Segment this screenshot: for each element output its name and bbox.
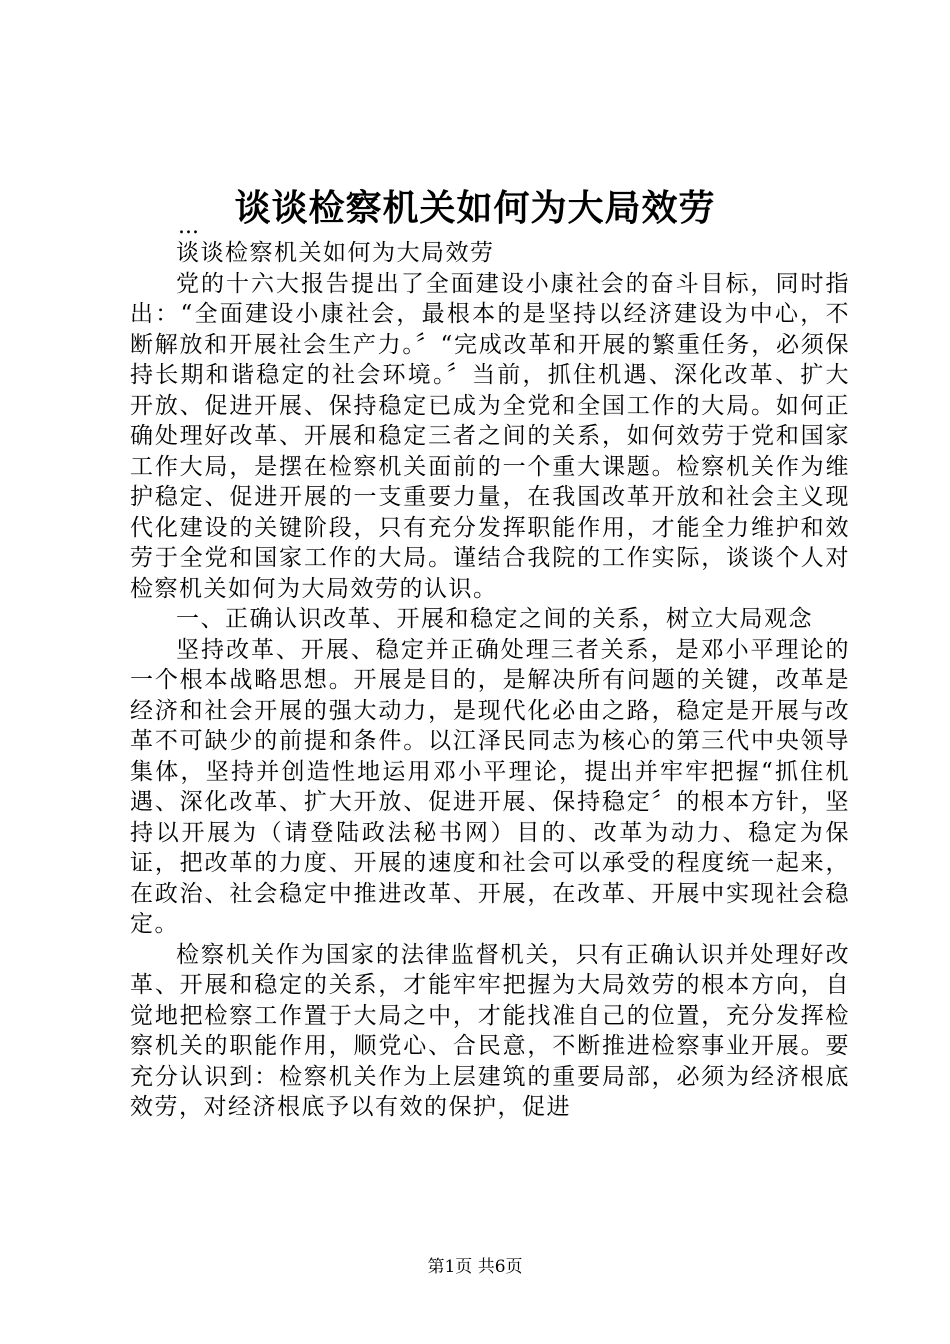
section-heading: 一、正确认识改革、开展和稳定之间的关系，树立大局观念 xyxy=(176,606,813,632)
ellipsis-mark: ... xyxy=(178,214,199,239)
document-title: 谈谈检察机关如何为大局效劳 xyxy=(234,187,716,229)
paragraph: 检察机关作为国家的法律监督机关，只有正确认识并处理好改革、开展和稳定的关系，才能牢牢把握为大局效劳的根本方向，自觉地把检察工作置于大局之中，才能找准自己的位置，充分发挥检察机关的职能作用，顺党心、合民意，不断推进检察事业开展。要充分认识到：检察机关作为上层建筑的重要局部，必须为经济根底效劳，对经济根底予以有效的保护，促进 xyxy=(130,941,850,1120)
paragraph: 坚持改革、开展、稳定并正确处理三者关系，是邓小平理论的一个根本战略思想。开展是目的，是解决所有问题的关键，改革是经济和社会开展的强大动力，是现代化必由之路，稳定是开展与改革不可缺少的前提和条件。以江泽民同志为核心的第三代中央领导集体，坚持并创造性地运用邓小平理论，提出并牢牢把握“抓住机遇、深化改革、扩大开放、促进开展、保持稳定〞的根本方针，坚持以开展为（请登陆政法秘书网）目的、改革为动力、稳定为保证，把改革的力度、开展的速度和社会可以承受的程度统一起来，在政治、社会稳定中推进改革、开展，在改革、开展中实现社会稳定。 xyxy=(130,636,850,937)
paragraph: 党的十六大报告提出了全面建设小康社会的奋斗目标，同时指出：“全面建设小康社会，最根本的是坚持以经济建设为中心，不断解放和开展社会生产力。〞“完成改革和开展的繁重任务，必须保持长期和谐稳定的社会环境。〞当前，抓住机遇、深化改革、扩大开放、促进开展、保持稳定已成为全党和全国工作的大局。如何正确处理好改革、开展和稳定三者之间的关系，如何效劳于党和国家工作大局，是摆在检察机关面前的一个重大课题。检察机关作为维护稳定、促进开展的一支重要力量，在我国改革开放和社会主义现代化建设的关键阶段，只有充分发挥职能作用，才能全力维护和效劳于全党和国家工作的大局。谨结合我院的工作实际，谈谈个人对检察机关如何为大局效劳的认识。 xyxy=(130,270,850,602)
paragraph-subtitle: 谈谈检察机关如何为大局效劳 xyxy=(176,240,495,266)
document-body xyxy=(130,238,850,1123)
page-footer: 第1页 共6页 xyxy=(427,1257,523,1277)
